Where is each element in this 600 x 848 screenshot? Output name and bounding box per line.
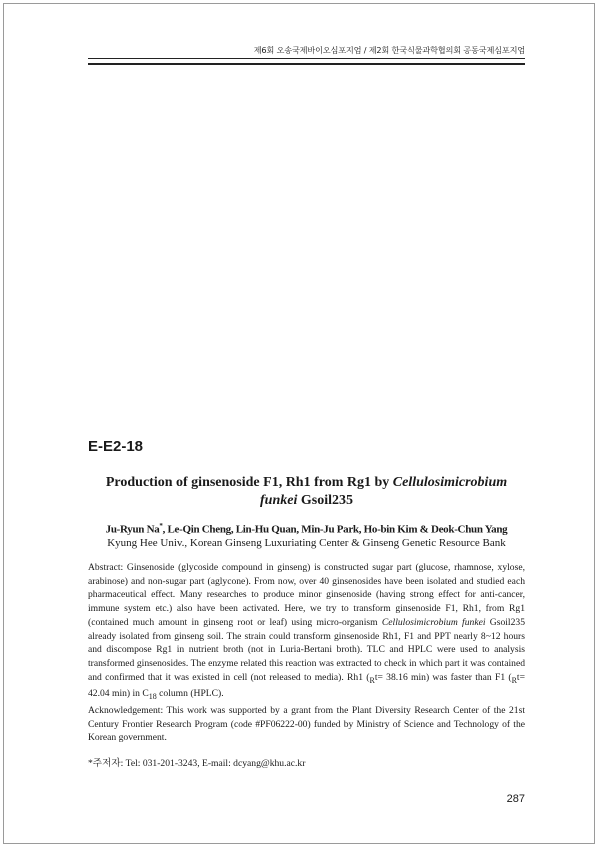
abstract-text: Abstract: Ginsenoside (glycoside compound in ginseng) is constructed sugar part (glucose, rhamnose, xylose, arabinose) and non-sugar part (aglycone). From now, over 40 ginsenosides have been isolated and studied each pharmaceutical effect. Many researches to produce minor ginsenoside (having strong effect for anti-cancer, immune system etc.) also have been activated. Here, we try to transform ginsenoside F1, Rh1, from Rg1 (contained much amount in ginseng root or leaf) using micro-organism <box>88 562 525 628</box>
title-strain: Gsoil235 <box>297 493 353 508</box>
title-species-genus: Cellulosimicrobium <box>392 475 508 490</box>
affiliation: Kyung Hee Univ., Korean Ginseng Luxuriating Center & Ginseng Genetic Resource Bank <box>107 537 506 549</box>
abstract-species: Cellulosimicrobium funkei <box>381 616 486 628</box>
corresponding-mark: * <box>159 522 163 530</box>
paper-title <box>88 474 525 510</box>
running-header: 제6회 오송국제바이오심포지엄 / 제2회 한국식물과학협의회 공동국제심포지엄 <box>253 45 525 55</box>
author-list <box>88 519 525 537</box>
abstract-body <box>88 561 525 745</box>
title-species-epithet: funkei <box>260 493 298 508</box>
page-number: 287 <box>506 793 525 805</box>
abstract-code: E-E2-18 <box>88 438 144 455</box>
other-authors: , Le-Qin Cheng, Lin-Hu Quan, Min-Ju Park, Ho-bin Kim & Deok-Chun Yang <box>162 523 508 536</box>
acknowledgement: Acknowledgement: This work was supported by a grant from the Plant Diversity Research Center of the 21st Century Frontier Research Program (code #PF06222-00) funded by Ministry of Science and Technology of the Korean government. <box>88 704 525 744</box>
corresponding-contact: *주저자: Tel: 031-201-3243, E-mail: dcyang@khu.ac.kr <box>88 758 306 769</box>
abstract-text: t= 38.16 min) was faster than F1 ( <box>374 671 512 683</box>
rt-subscript: R <box>511 675 517 685</box>
abstract-text: column (HPLC). <box>156 688 224 700</box>
title-text: Production of ginsenoside F1, Rh1 from Rg1 by <box>105 475 393 490</box>
first-author: Ju-Ryun Na <box>105 523 160 536</box>
abstract-text: t= 42.04 min) in C <box>88 671 525 700</box>
rt-subscript: R <box>369 675 375 685</box>
header-rule-thick <box>88 63 525 65</box>
c18-subscript: 18 <box>148 692 157 702</box>
abstract-paragraph <box>88 561 525 704</box>
header-rule-thin <box>88 58 525 59</box>
abstract-text: Gsoil235 already isolated from ginseng soil. The strain could transform ginsenoside Rh1, F1 and PPT nearly 8~12 hours and discompose Rg1 in nutrient broth (not in Luria-Bertani broth). TLC and HPLC were used to analysis transformed ginsenosides. The enzyme related this reaction was extracted to check in which part it was contained and confirmed that it was existed in cell (not released to media). Rh1 ( <box>88 616 525 683</box>
